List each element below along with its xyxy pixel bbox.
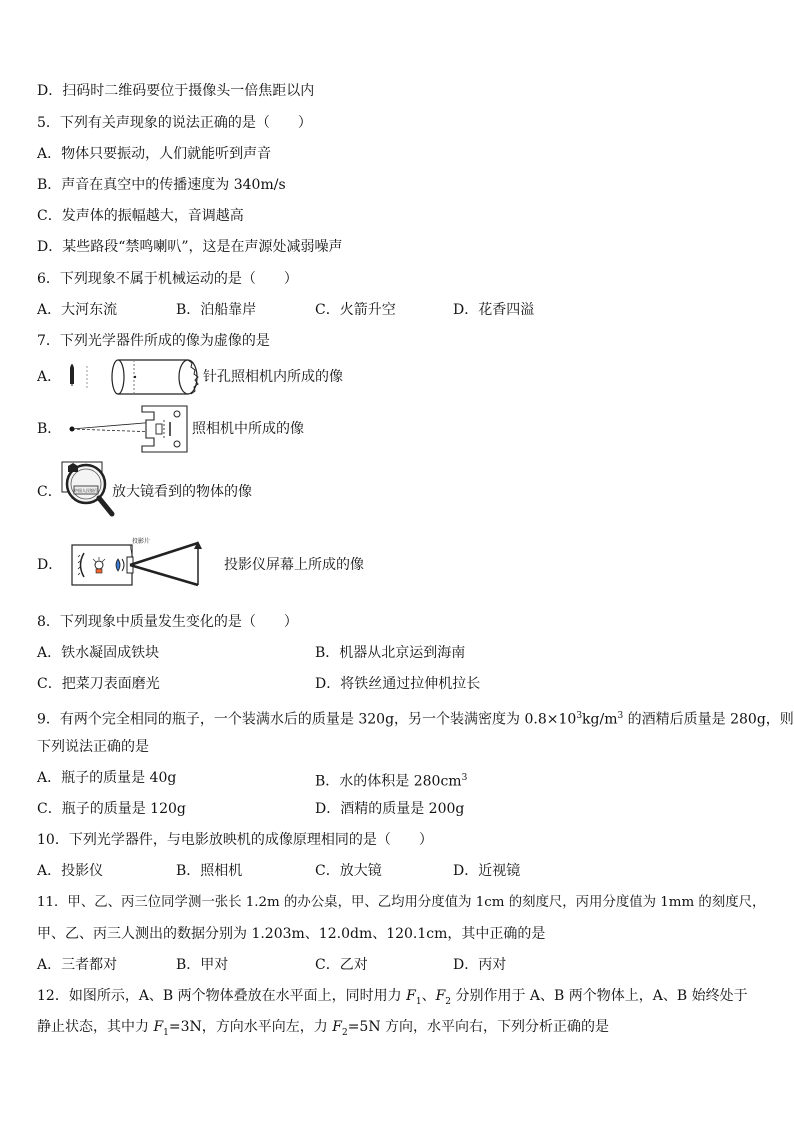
q9-stem-part1: 9．有两个完全相同的瓶子，一个装满水后的质量是 320g，另一个装满密度为 0.8×10	[37, 711, 577, 728]
q12-stem-line2	[37, 1017, 609, 1043]
q7-option-a-label: A．	[37, 369, 62, 385]
q7-option-d-text: 投影仪屏幕上所成的像	[224, 557, 364, 573]
q12-force-symbol-3: F	[153, 1019, 164, 1035]
q10-option-a: A．投影仪	[37, 863, 104, 879]
q6-option-c: C．火箭升空	[315, 302, 396, 318]
q7-option-a-text: 针孔照相机内所成的像	[203, 369, 343, 385]
q7-option-b-label: B．	[37, 421, 62, 437]
q5-option-b: B．声音在真空中的传播速度为 340m/s	[37, 177, 286, 193]
q12-force-separator: 、	[421, 988, 436, 1004]
q12-force-symbol-1: F	[406, 988, 416, 1004]
q9-option-d: D．酒精的质量是 200g	[315, 801, 465, 817]
q9-option-c: C．瓶子的质量是 120g	[37, 801, 186, 817]
q9-stem-line1	[37, 706, 794, 730]
camera-figure	[60, 402, 192, 454]
q12-stem-part2: 分别作用于 A、B 两个物体上，A、B 始终处于	[451, 988, 748, 1004]
q12-force-sub-1: 1	[415, 996, 422, 1007]
q9-stem-sup2: 3	[617, 711, 624, 721]
q11-option-b: B．甲对	[176, 957, 229, 973]
q5-stem: 5．下列有关声现象的说法正确的是（ ）	[37, 115, 312, 131]
q6-stem: 6．下列现象不属于机械运动的是（ ）	[37, 271, 298, 287]
q12-stem-part1: 12．如图所示，A、B 两个物体叠放在水平面上，同时用力	[37, 988, 407, 1004]
q7-option-b-text: 照相机中所成的像	[192, 421, 304, 437]
q6-option-b: B．泊船靠岸	[176, 302, 257, 318]
q11-option-c: C．乙对	[315, 957, 368, 973]
q12-stem2-part2: =3N，方向水平向左，力	[168, 1019, 333, 1035]
q4-option-d: D．扫码时二维码要位于摄像头一倍焦距以内	[37, 83, 315, 99]
q7-option-c-text: 放大镜看到的物体的像	[112, 484, 252, 500]
q6-option-a: A．大河东流	[37, 302, 118, 318]
q11-option-d: D．丙对	[453, 957, 507, 973]
q12-stem2-part3: =5N 方向，水平向右，下列分析正确的是	[347, 1019, 610, 1035]
q12-force-sub-3: 1	[163, 1027, 169, 1038]
q11-stem-line2: 甲、乙、丙三人测出的数据分别为 1.203m、12.0dm、120.1cm，其中正确的是	[37, 926, 546, 942]
q7-option-c-label: C．	[37, 484, 62, 500]
q7-stem: 7．下列光学器件所成的像为虚像的是	[37, 333, 270, 349]
q12-force-sub-4: 2	[341, 1027, 348, 1038]
q9-option-b-sup: 3	[461, 773, 468, 783]
q12-force-symbol-2: F	[435, 988, 446, 1004]
q11-stem-line1: 11．甲、乙、丙三位同学测一张长 1.2m 的办公桌，甲、乙均用分度值为 1cm 的刻度尺，丙用分度值为 1mm 的刻度尺，	[37, 895, 766, 910]
q10-stem: 10．下列光学器件，与电影放映机的成像原理相同的是（ ）	[37, 832, 433, 848]
slide-label: 投影片	[132, 538, 151, 545]
banknote-label: 中国人民银行	[74, 488, 98, 493]
q5-option-c: C．发声体的振幅越大，音调越高	[37, 208, 244, 224]
q9-stem-part2: kg/m	[582, 711, 618, 728]
q8-option-a: A．铁水凝固成铁块	[37, 645, 160, 661]
pinhole-camera-figure	[60, 356, 210, 398]
q12-force-sub-2: 2	[445, 996, 452, 1007]
q8-option-b: B．机器从北京运到海南	[315, 645, 466, 661]
q9-stem-line2: 下列说法正确的是	[37, 739, 149, 755]
magnifier-figure	[60, 460, 120, 524]
q9-stem-part3: 的酒精后质量是 280g，则	[623, 711, 794, 728]
q11-option-a: A．三者都对	[37, 957, 118, 973]
q12-force-symbol-4: F	[332, 1019, 342, 1035]
q8-stem: 8．下列现象中质量发生变化的是（ ）	[37, 614, 298, 630]
q10-option-d: D．近视镜	[453, 863, 521, 879]
q9-option-b	[315, 768, 467, 792]
q6-option-d: D．花香四溢	[453, 302, 535, 318]
q9-stem-sup1: 3	[576, 711, 583, 721]
q12-stem-line1	[37, 986, 748, 1012]
q5-option-a: A．物体只要振动，人们就能听到声音	[37, 146, 272, 162]
q5-option-d: D．某些路段“禁鸣喇叭”，这是在声源处减弱噪声	[37, 239, 343, 255]
q10-option-c: C．放大镜	[315, 863, 382, 879]
q12-stem2-part1: 静止状态，其中力	[37, 1019, 154, 1035]
q9-option-a: A．瓶子的质量是 40g	[37, 770, 177, 786]
q8-option-c: C．把菜刀表面磨光	[37, 676, 160, 692]
q10-option-b: B．照相机	[176, 863, 243, 879]
projector-figure	[70, 537, 210, 592]
q8-option-d: D．将铁丝通过拉伸机拉长	[315, 676, 481, 692]
q9-option-b-text: B．水的体积是 280cm	[315, 773, 462, 790]
q7-option-d-label: D．	[37, 557, 63, 573]
